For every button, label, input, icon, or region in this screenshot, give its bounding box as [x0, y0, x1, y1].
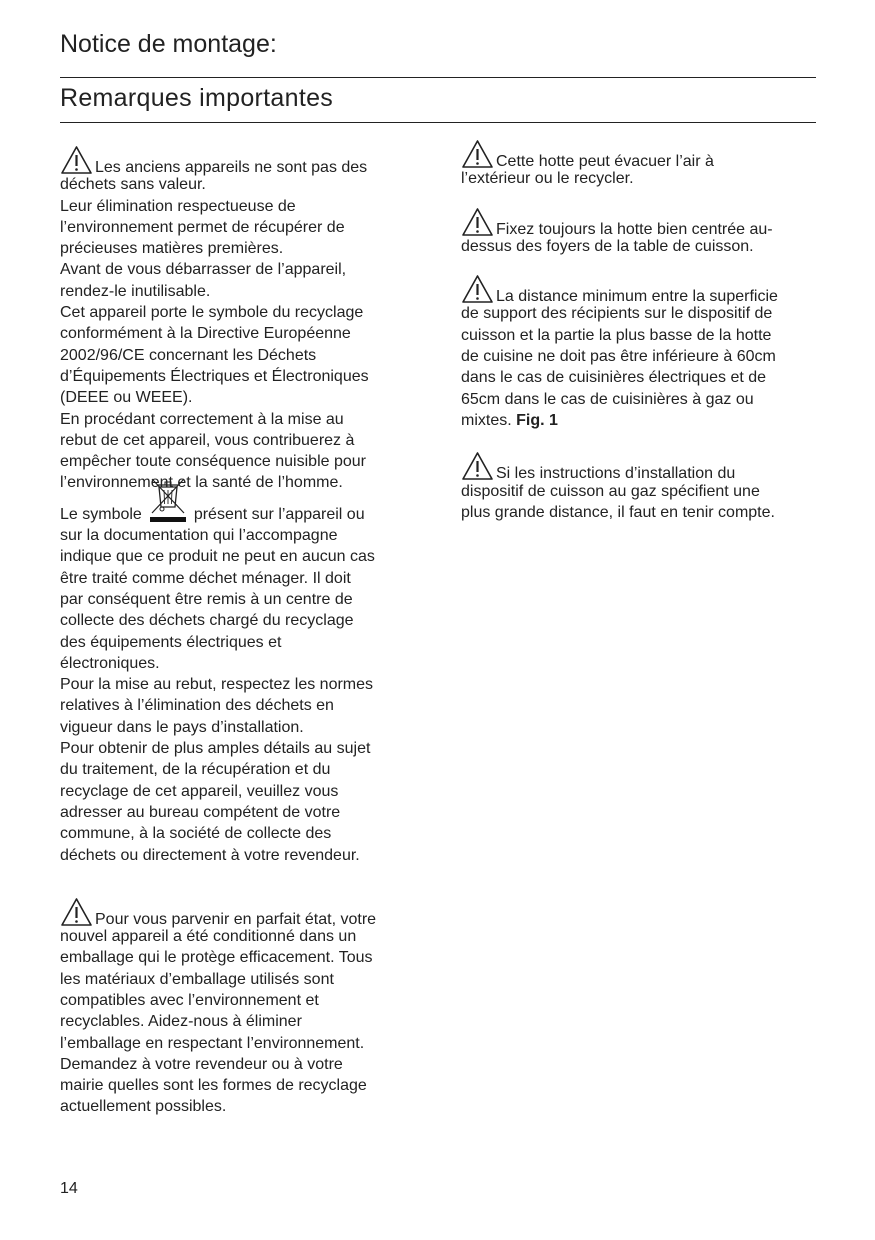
document-title: Notice de montage:	[60, 30, 277, 58]
warning-body-packaging: nouvel appareil a été conditionné dans un emballage qui le protège efficacement. Tous les matériaux d’emballage utilisés sont compatibles avec l’environnement et recyclables. Aidez-nous à éliminer l’emballage en respectant l’environnement. Demandez à votre revendeur ou à votre mairie quelles sont les formes de recyclage actuellement possibles.	[60, 928, 373, 1116]
warning-triangle-icon	[461, 139, 494, 169]
warning-triangle-icon	[461, 274, 494, 304]
warning-note-centering	[461, 207, 819, 240]
warning-first-line: Les anciens appareils ne sont pas des	[95, 159, 368, 176]
figure-reference: Fig. 1	[516, 411, 558, 429]
warning-first-line: Si les instructions d’installation du	[496, 465, 736, 483]
warning-first-line: Fixez toujours la hotte bien centrée au-	[496, 220, 773, 238]
warning-note-minimum-distance	[461, 274, 819, 307]
warning-body-gas-instructions: dispositif de cuisson au gaz spécifient une plus grande distance, il faut en tenir compte.	[461, 482, 775, 521]
warning-note-air-exhaust	[461, 139, 819, 172]
warning-body-air-exhaust: l’extérieur ou le recycler.	[461, 170, 634, 188]
warning-first-line: Cette hotte peut évacuer l’air à	[496, 153, 714, 170]
warning-body-old-appliances: déchets sans valeur. Leur élimination respectueuse de l’environnement permet de récupérer de précieuses matières premières. Avant de vous débarrasser de l’appareil, rendez-le inutilisable. Cet appareil porte le symbole du recyclage conformément à la Directive Européenne 2002/96/CE concernant les Déchets d’Équipements Électriques et Électroniques (DEEE ou WEEE). En procédant correctement à la mise au rebut de cet appareil, vous contribuerez à empêcher toute conséquence nuisible pour l’environnement et la santé de l’homme.	[60, 176, 369, 492]
warning-body-minimum-distance	[461, 303, 819, 431]
page-number: 14	[60, 1180, 78, 1197]
distance-text: de support des récipients sur le dispositif de cuisson et la partie la plus basse de la hotte de cuisine ne doit pas être inférieure à 60cm dans le cas de cuisinières électriques et de 65cm dans le cas de cuisinières à gaz ou mixtes.	[461, 305, 776, 429]
section-title: Remarques importantes	[60, 84, 334, 112]
weee-body: sur la documentation qui l’accompagne indique que ce produit ne peut en aucun cas être traité comme déchet ménager. Il doit par conséquent être remis à un centre de collecte des déchets chargé du recyclage des équipements électriques et électroniques. Pour la mise au rebut, respectez les normes relatives à l’élimination des déchets en vigueur dans le pays d’installation. Pour obtenir de plus amples détails au sujet du traitement, de la récupération et du recyclage de cet appareil, veuillez vous adresser au bureau compétent de votre commune, à la société de collecte des déchets ou directement à votre revendeur.	[60, 527, 375, 864]
warning-triangle-icon	[60, 145, 93, 175]
warning-note-gas-instructions	[461, 451, 819, 484]
warning-triangle-icon	[461, 207, 494, 237]
page-header	[60, 26, 816, 62]
left-column	[60, 145, 415, 1118]
weee-text-before: Le symbole	[60, 505, 142, 523]
warning-note-packaging	[60, 897, 415, 930]
warning-first-line: Pour vous parvenir en parfait état, votre	[95, 910, 377, 928]
warning-triangle-icon	[461, 451, 494, 481]
header-divider	[60, 77, 816, 78]
warning-triangle-icon	[60, 897, 93, 927]
warning-first-line: La distance minimum entre la superficie	[496, 288, 778, 306]
warning-note-old-appliances	[60, 145, 415, 178]
section-divider	[60, 122, 816, 123]
warning-body-centering: dessus des foyers de la table de cuisson.	[461, 237, 754, 255]
weee-symbol-paragraph	[60, 504, 415, 525]
right-column	[461, 139, 819, 523]
crossed-out-bin-icon	[148, 505, 188, 525]
weee-text-after: présent sur l’appareil ou	[193, 505, 365, 523]
